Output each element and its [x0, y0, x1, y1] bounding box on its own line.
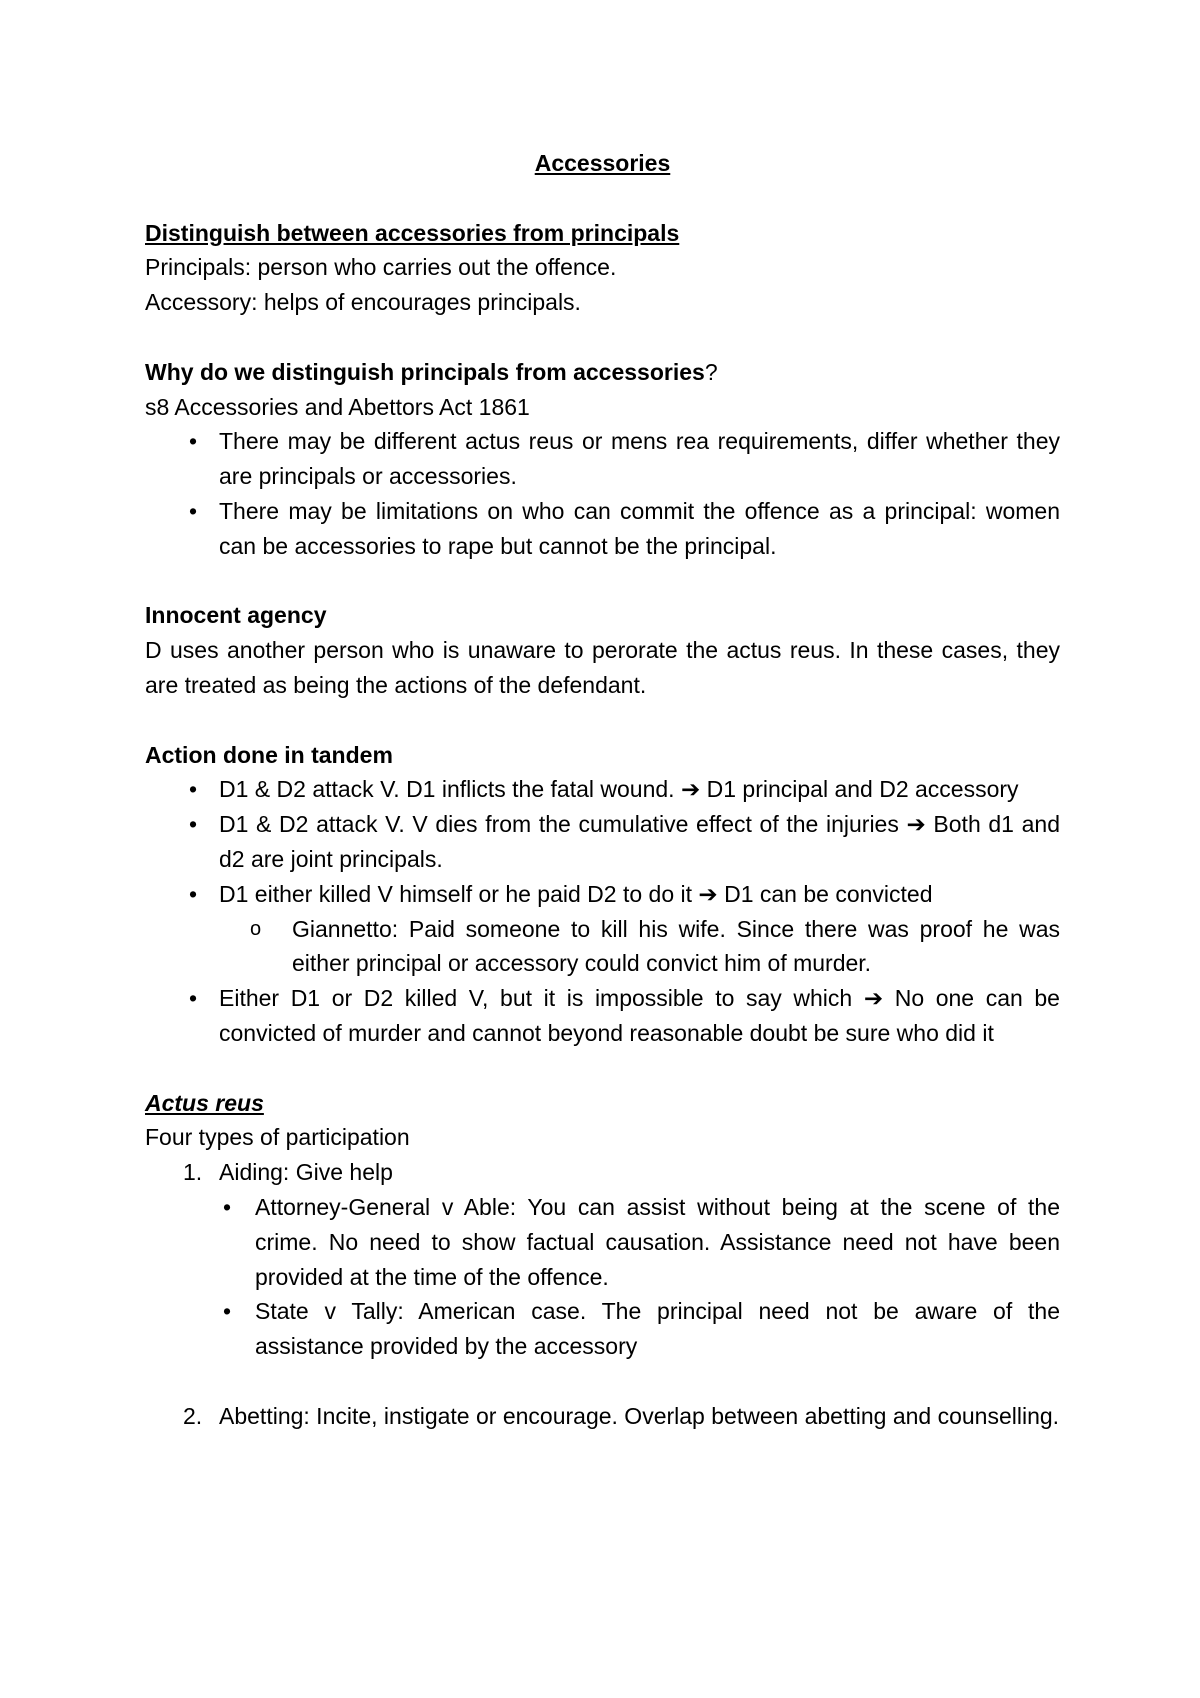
innocent-agency-text: D uses another person who is unaware to perorate the actus reus. In these cases, they are treated as being the actions of the defendant. — [145, 637, 1060, 698]
tandem-sub-bullet-list — [145, 912, 1060, 982]
page-title: Accessories — [534, 150, 671, 176]
section-heading-why-suffix: ? — [704, 358, 718, 385]
bullet-icon: • — [188, 880, 198, 907]
accessory-definition: Accessory: helps of encourages principals. — [145, 289, 581, 316]
list-item-text: There may be different actus reus or mens rea requirements, differ whether they are principals or accessories. — [219, 428, 1060, 490]
bullet-icon: • — [188, 985, 198, 1012]
statute-reference: s8 Accessories and Abettors Act 1861 — [145, 393, 530, 420]
bullet-icon: • — [188, 776, 198, 803]
participation-numbered-list — [145, 1155, 1060, 1190]
bullet-icon: • — [222, 1193, 232, 1220]
list-item — [145, 912, 1060, 982]
circle-bullet-icon: o — [250, 917, 262, 940]
participation-numbered-list-continued — [145, 1399, 1060, 1434]
blank-line — [145, 320, 1060, 355]
list-item-text: D1 principal and D2 accessory — [700, 776, 1019, 803]
list-item-text: D1 either killed V himself or he paid D2 to do it — [219, 880, 699, 907]
list-item-text: Abetting: Incite, instigate or encourage. Overlap between abetting and counselling. — [219, 1402, 1060, 1429]
section-heading-actus-reus: Actus reus — [145, 1089, 264, 1116]
participation-intro: Four types of participation — [145, 1124, 410, 1151]
list-item — [145, 1155, 1060, 1190]
list-item-text: Giannetto: Paid someone to kill his wife. Since there was proof he was either principal or accessory could convict him of murder. — [292, 915, 1060, 977]
tandem-bullet-list-continued — [145, 981, 1060, 1051]
blank-line — [145, 564, 1060, 599]
blank-line — [145, 1051, 1060, 1086]
list-item-text: Attorney-General v Able: You can assist without being at the scene of the crime. No need to show factual causation. Assistance need not have been provided at the time of the offence. — [255, 1193, 1060, 1290]
list-item-text: There may be limitations on who can commit the offence as a principal: women can be accessories to rape but cannot be the principal. — [219, 497, 1060, 559]
bullet-icon: • — [188, 428, 198, 455]
list-item-text: Aiding: Give help — [219, 1159, 393, 1186]
arrow-right-icon: ➔ — [698, 880, 718, 907]
list-item — [145, 877, 1060, 912]
bullet-icon: • — [188, 497, 198, 524]
arrow-right-icon: ➔ — [863, 985, 884, 1012]
list-item-text: D1 can be convicted — [717, 880, 933, 907]
list-item-text: Both d1 and d2 are joint principals. — [219, 811, 1060, 872]
list-number: 2. — [183, 1402, 203, 1429]
blank-line — [145, 181, 1060, 216]
list-item — [145, 1294, 1060, 1364]
list-number: 1. — [183, 1159, 203, 1186]
blank-line — [145, 1364, 1060, 1399]
list-item — [145, 1190, 1060, 1294]
document-body — [145, 146, 1060, 1433]
list-item — [145, 807, 1060, 877]
list-item — [145, 424, 1060, 494]
section-heading-tandem: Action done in tandem — [145, 741, 393, 768]
principals-definition: Principals: person who carries out the offence. — [145, 254, 617, 281]
list-item-text: Either D1 or D2 killed V, but it is impossible to say which — [219, 985, 864, 1012]
bullet-icon: • — [222, 1298, 232, 1325]
why-bullet-list — [145, 424, 1060, 563]
arrow-right-icon: ➔ — [680, 776, 701, 803]
list-item-text: D1 & D2 attack V. D1 inflicts the fatal wound. — [219, 776, 681, 803]
list-item-text: No one can be convicted of murder and cannot beyond reasonable doubt be sure who did it — [219, 985, 1060, 1046]
tandem-bullet-list — [145, 772, 1060, 911]
aiding-bullet-list — [145, 1190, 1060, 1364]
bullet-icon: • — [188, 811, 198, 838]
list-item — [145, 1399, 1060, 1434]
list-item — [145, 981, 1060, 1051]
section-heading-innocent-agency: Innocent agency — [145, 602, 327, 629]
section-heading-why — [145, 355, 1060, 390]
blank-line — [145, 703, 1060, 738]
arrow-right-icon: ➔ — [906, 811, 926, 838]
section-heading-why-text: Why do we distinguish principals from accessories — [145, 358, 705, 385]
section-heading-distinguish: Distinguish between accessories from principals — [145, 219, 680, 246]
list-item — [145, 772, 1060, 807]
list-item-text: State v Tally: American case. The principal need not be aware of the assistance provided by the accessory — [255, 1298, 1060, 1360]
list-item — [145, 494, 1060, 564]
list-item-text: D1 & D2 attack V. V dies from the cumulative effect of the injuries — [219, 811, 907, 838]
